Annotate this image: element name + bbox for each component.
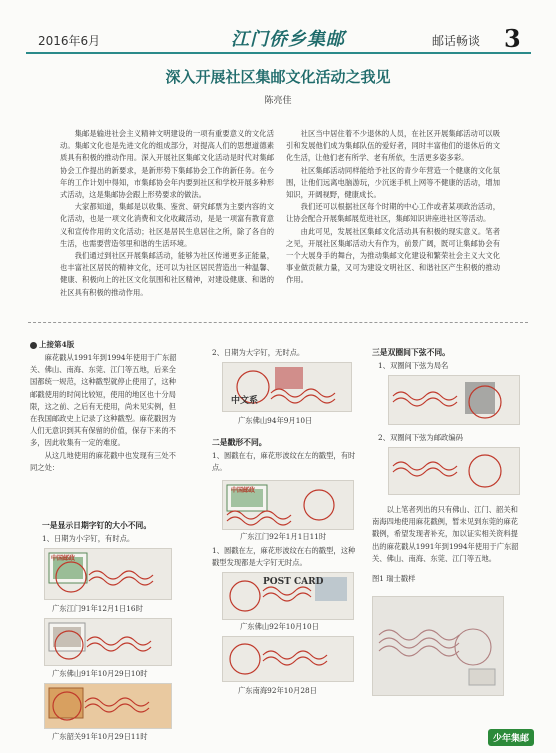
paragraph: 由此可见，发展社区集邮文化活动具有积极的现实意义。笔者之见，开展社区集邮活动大有作为，前景广阔，既可让集邮协会有一个大展身手的舞台，为推动集邮文化建设和繁荣社会主义大文化事业做贡献力量，又可为建设文明社区、和谐社区产生积极的推动作用。	[286, 226, 500, 285]
postmark-image	[44, 683, 172, 729]
item-text: 1、圆戳在左，麻花形波纹在右的戳型，这种戳型发现都是大字钉无时点。	[212, 546, 356, 568]
article-author: 陈亮佳	[264, 96, 292, 106]
paragraph: 从这几地使用的麻花戳中也发现有三处不同之处：	[30, 450, 176, 472]
article-left-column	[60, 128, 274, 299]
postmark-image	[222, 362, 352, 412]
page-header	[26, 22, 531, 54]
postmark-image	[44, 548, 172, 600]
paragraph: 大家都知道，集邮是以收集、鉴赏、研究邮票为主要内容的文化活动，也是一项文化消费和文化收藏活动，是是一项富有教育意义和宣传作用的文化活动；社区是居民生息居住之所，除了各自的生活，也需要营造邻里和谐的生活环境。	[60, 202, 274, 248]
section-heading-2: 二是戳形不同。	[212, 438, 267, 447]
postmark-image	[44, 618, 172, 666]
paragraph: 麻花戳从1991年到1994年使用于广东韶关、佛山、南海、东莞、江门等五地，后来全国都统一规范，这种戳型就停止使用了，这种邮戳使用的时间比较短，使用的地区也十分局限，这之前、之后有无使用，尚未见实例，但在我国邮政史上记录了这种戳型。麻花戳因为人们无意识到其有保留的价值，保存下来的不多，因此收集有一定的难度。	[30, 353, 177, 448]
paragraph: 社区集邮活动同样能给予社区的青少年营造一个健康的文化氛围，让他们远离电脑游玩，少沉迷手机上网等不健康的活动，增加知识，开阔视野，健康成长。	[286, 165, 500, 200]
item-text: 1、圆戳在右，麻花形波纹在左的戳型，有时点。	[212, 451, 356, 473]
item-text: 1、日期为小字钉，有时点。	[42, 534, 135, 543]
figure-caption: 图1 瑞士戳样	[372, 574, 416, 583]
figure-postmark-image	[372, 596, 504, 696]
section-heading-3: 三是双圈间下弦不同。	[372, 348, 450, 357]
paragraph: 社区当中居住着不少退休的人员，在社区开展集邮活动可以吸引和发展他们成为集邮队伍的爱好者，同时丰富他们的退休后的文化生活，让他们老有所学、老有所依，生活更多姿多彩。	[286, 129, 500, 163]
item-text: 2、日期为大字钉，无时点。	[212, 348, 305, 357]
postmark-image	[222, 572, 354, 620]
section-heading-1: 一是显示日期字钉的大小不同。	[42, 521, 152, 530]
stamp-text: 中国邮政	[51, 555, 76, 562]
postmark-caption: 广东韶关91年10月29日11时	[52, 732, 148, 741]
postmark-caption: 广东佛山92年10月10日	[240, 622, 319, 631]
item-text: 2、双圈间下弦为邮政编码	[378, 433, 463, 442]
conclusion-text	[372, 504, 522, 565]
postmark-caption: 广东佛山91年10月29日10时	[52, 669, 148, 678]
postmark-image	[388, 375, 520, 425]
continued-label	[30, 339, 74, 350]
column-name: 邮话畅谈	[432, 34, 481, 48]
page-number: 3	[504, 24, 521, 53]
issue-date: 2016年6月	[38, 34, 101, 48]
postmark-caption: 广东佛山94年9月10日	[238, 416, 313, 425]
stamp-text: 中文系	[231, 396, 259, 406]
article-right-column	[286, 128, 500, 287]
postmark-image	[222, 480, 354, 530]
stamp-text: POST CARD	[263, 577, 324, 587]
bullet-icon	[30, 342, 37, 349]
postmark-caption: 广东南海92年10月28日	[238, 686, 317, 695]
paragraph: 我们还可以根据社区每个时期的中心工作或者某项政治活动，让协会配合开展集邮展览进社区，集邮知识讲座进社区等活动。	[286, 202, 500, 224]
paragraph: 集邮是输进社会主义精神文明建设的一项有重要意义的文化活动。集邮文化也是先进文化的组成部分，对提高人们的思想道德素质具有积极的推动作用。深入开展社区集邮文化活动是时代对集邮协会工作提出的新要求，是新形势下集邮协会工作的新任务。在今年的工作计划中得知，市集邮协会年内要到社区和学校开展多种形式活动，这是集邮协会跟上形势要求的做法。	[60, 129, 274, 200]
item-text: 1、双圈间下弦为局名	[378, 361, 449, 370]
continued-label-text: 上接第4版	[39, 340, 75, 349]
stamp-text: 中国邮政	[231, 487, 256, 494]
magazine-logo: 江门侨乡集邮	[231, 29, 345, 50]
postmark-image	[388, 447, 520, 495]
postmark-image	[222, 636, 354, 682]
paragraph: 以上笔者列出的只有佛山、江门、韶关和南海四地使用麻花戳例，暂未见到东莞的麻花戳例，希望发现者补充，加以证实相关资料提出的麻花戳从1991年到1994年使用于广东韶关、佛山、南海、东莞、江门等五地。	[372, 505, 519, 563]
magazine-badge: 少年集邮	[488, 729, 534, 746]
continued-col1-text	[30, 352, 180, 474]
section-divider	[28, 322, 528, 323]
article-title: 深入开展社区集邮文化活动之我见	[165, 68, 391, 86]
paragraph: 我们通过到社区开展集邮活动，能够为社区传递更多正能量，也丰富社区居民的精神文化，还可以为社区居民营造出一种温馨、健康、积极向上的社区文化氛围和社区精神，对建设健康、和谐的社区具有积极的推动作用。	[60, 251, 274, 297]
postmark-caption: 广东江门91年12月1日16时	[52, 604, 143, 613]
postmark-caption: 广东江门92年1月1日11时	[240, 532, 327, 541]
